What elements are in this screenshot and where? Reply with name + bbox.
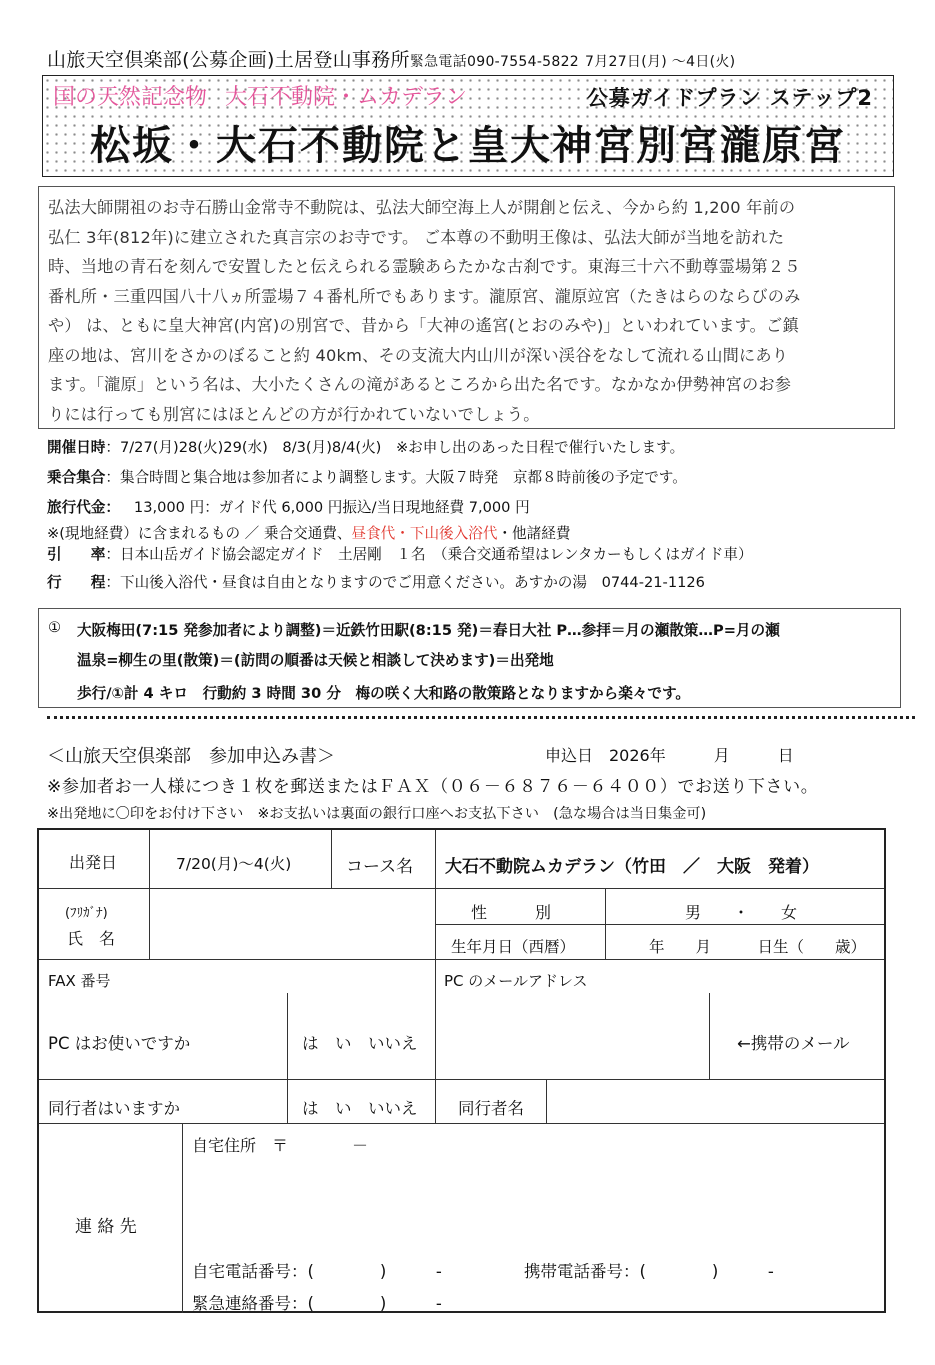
header-line	[47, 45, 735, 72]
itinerary-value: ：下山後入浴代・昼食は自由となりますのでご用意ください。あすかの湯 0744-21-1126	[105, 574, 705, 591]
route-number: ①	[48, 619, 62, 636]
route-line-1: 大阪梅田(7:15 発参加者により調整)＝近鉄竹田駅(8:15 発)＝春日大社 P…参拝＝月の瀬散策…P=月の瀬	[77, 622, 780, 639]
gender-label: 性 別	[471, 903, 552, 922]
dates-label: 開催日時	[47, 439, 106, 456]
info-fee	[47, 496, 530, 517]
itinerary-label: 行 程	[47, 574, 106, 591]
meeting-label: 乗合集合	[47, 469, 106, 486]
name-input[interactable]	[151, 890, 433, 958]
org-name: 山旅天空倶楽部(公募企画)土居登山事務所	[47, 49, 410, 71]
furigana-label: (ﾌﾘｶﾞﾅ)	[65, 906, 108, 921]
companion-name-label: 同行者名	[458, 1099, 524, 1118]
main-title: 松坂・大石不動院と皇大神宮別宮瀧原宮	[90, 123, 846, 169]
intro-line: 座の地は、宮川をさかのぼること約 40km、その支流大内山川が深い渓谷をなして流れる山間にあり	[48, 345, 789, 365]
leader-label: 引 率	[47, 546, 106, 563]
info-meeting	[47, 466, 687, 487]
dates-value: ：7/27(月)28(火)29(水) 8/3(月)8/4(火) ※お申し出のあった日程で催行いたします。	[105, 439, 685, 456]
info-itinerary	[47, 571, 705, 592]
fax-label: FAX 番号	[48, 972, 111, 990]
route-line-2: 温泉=柳生の里(散策)＝(訪問の順番は天候と相談して決めます)＝出発地	[77, 652, 554, 669]
emergency-contact-field[interactable]: 緊急連絡番号：( ) -	[192, 1294, 442, 1313]
info-included	[47, 522, 570, 543]
form-title: ＜山旅天空倶楽部 参加申込み書＞	[47, 746, 335, 767]
form-note-1: ※参加者お一人様につき１枚を郵送またはＦＡＸ（０６－６８７６－６４００）でお送り下さい。	[47, 777, 819, 797]
subtitle-right: 公募ガイドプラン ステップ2	[586, 86, 873, 110]
route-line-3: 歩行/①計 4 キロ 行動約 3 時間 30 分 梅の咲く大和路の散策路となりますから楽々です。	[77, 685, 690, 702]
gender-options[interactable]: 男 ・ 女	[685, 903, 798, 922]
mobile-phone-field[interactable]: 携帯電話番号：( ) -	[524, 1262, 774, 1281]
course-label: コース名	[346, 857, 414, 877]
fee-label: 旅行代金：	[47, 499, 120, 516]
intro-line: 弘法大師開祖のお寺石勝山金常寺不動院は、弘法大師空海上人が開創と伝え、今から約 1,200 年前の	[48, 198, 796, 217]
intro-line: 時、当地の青石を刻んで安置したと伝えられる霊験あらたかな古刹です。東海三十六不動尊霊場第２５	[48, 257, 801, 276]
companion-label: 同行者はいますか	[48, 1099, 180, 1118]
birth-label: 生年月日（西暦）	[451, 938, 576, 956]
included-red: 昼食代・下山後入浴代	[351, 525, 498, 542]
subtitle-mid: 大石不動院・ムカデラン	[225, 85, 468, 110]
emergency-label: 緊急電話	[409, 54, 468, 70]
fee-value: 13,000 円：ガイド代 6,000 円振込/当日現地経費 7,000 円	[133, 499, 530, 516]
pc-use-label: PC はお使いですか	[48, 1034, 191, 1053]
leader-value: ：日本山岳ガイド協会認定ガイド 土居剛 １名 （乗合交通希望はレンタカーもしくはガイド車）	[105, 546, 753, 563]
name-label: 氏 名	[67, 929, 116, 948]
intro-line: ます。「瀧原」という名は、大小たくさんの滝があるところから出た名です。なかなか伊勢神宮のお参	[48, 375, 792, 394]
address-field[interactable]: 自宅住所 〒 －	[192, 1136, 369, 1155]
included-suffix: ・他諸経費	[497, 525, 571, 542]
intro-box	[38, 186, 895, 429]
emergency-phone: 090-7554-5822	[467, 54, 580, 70]
application-form	[37, 828, 886, 1313]
meeting-value: ：集合時間と集合地は参加者により調整します。大阪７時発 京都８時前後の予定です。	[105, 469, 687, 486]
application-date[interactable]: 申込日 2026年 月 日	[545, 746, 794, 765]
subtitle-pink	[53, 80, 467, 111]
title-box	[42, 75, 894, 177]
course-value[interactable]: 大石不動院ムカデラン（竹田 ／ 大阪 発着）	[445, 857, 819, 877]
route-box	[38, 608, 901, 708]
intro-line: や） は、ともに皇大神宮(内宮)の別宮で、昔から「大神の遙宮(とおのみや)」といわれています。ご鎮	[48, 316, 799, 335]
companion-name-input[interactable]	[548, 1081, 882, 1121]
depart-label: 出発日	[69, 853, 118, 872]
info-leader	[47, 543, 753, 564]
included-prefix: ※(現地経費）に含まれるもの ／ 乗合交通費、	[47, 525, 352, 542]
contact-label: 連 絡 先	[75, 1217, 137, 1237]
birth-value[interactable]: 年 月 日生（ 歳）	[649, 938, 867, 956]
intro-line: 弘仁 3年(812年)に建立された真言宗のお寺です。 ご本尊の不動明王像は、弘法大師が当地を訪れた	[48, 227, 785, 247]
info-dates	[47, 436, 684, 457]
cut-line	[47, 716, 915, 719]
mobile-mail-label: ←携帯のメール	[737, 1034, 850, 1053]
companion-options[interactable]: は い いいえ	[302, 1099, 418, 1118]
pc-mail-input[interactable]	[437, 995, 707, 1077]
date-range: 7月27日(月) ～4日(火)	[585, 54, 736, 70]
pc-use-options[interactable]: は い いいえ	[302, 1034, 418, 1053]
intro-line: りには行っても別宮にはほとんどの方が行かれていないでしょう。	[48, 404, 540, 424]
pc-mail-label: PC のメールアドレス	[444, 972, 588, 990]
intro-line: 番札所・三重四国八十八ヵ所霊場７４番札所でもあります。瀧原宮、瀧原竝宮（たきはらのならびのみ	[48, 286, 801, 306]
subtitle-left: 国の天然記念物	[53, 85, 208, 110]
depart-value[interactable]: 7/20(月)～4(火)	[176, 855, 292, 873]
form-note-2: ※出発地に〇印をお付け下さい ※お支払いは裏面の銀行口座へお支払下さい (急な場合は当日集金可)	[47, 806, 707, 822]
home-phone-field[interactable]: 自宅電話番号：( ) -	[192, 1262, 442, 1281]
